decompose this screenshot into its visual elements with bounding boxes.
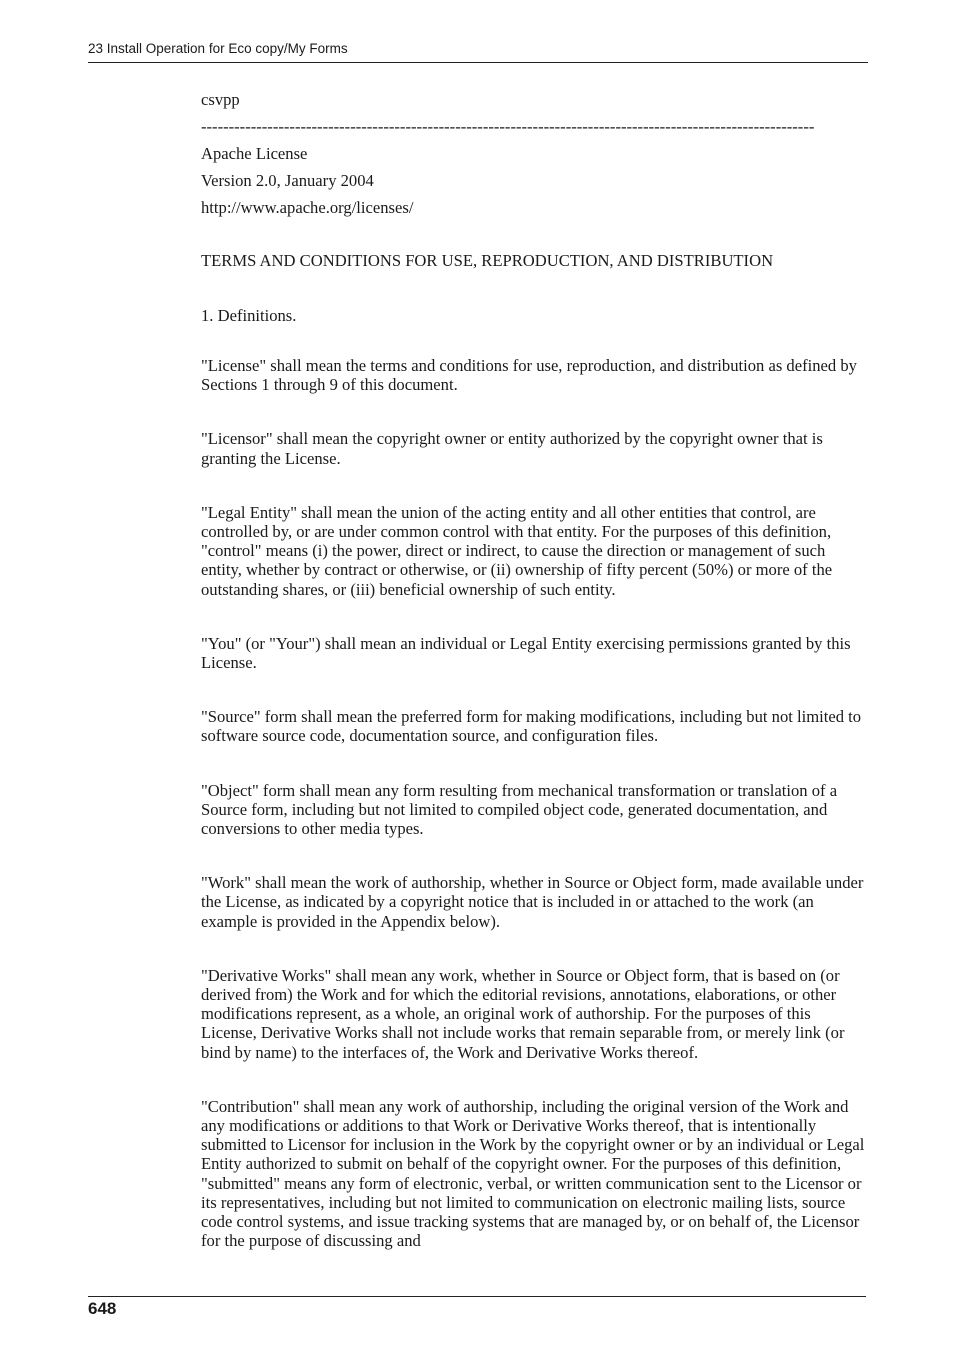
footer-divider: [88, 1296, 866, 1297]
section-title: 1. Definitions.: [201, 306, 297, 325]
page-body: [201, 86, 869, 1251]
definition-you: "You" (or "Your") shall mean an individual or Legal Entity exercising permissions granted by this License.: [201, 633, 851, 673]
definition-object: "Object" form shall mean any form resulting from mechanical transformation or translation of a Source form, including but not limited to compiled object code, generated documentation, and conversions to other media types.: [201, 780, 838, 839]
page-number: 648: [88, 1299, 117, 1318]
definition-source: "Source" form shall mean the preferred form for making modifications, including but not limited to software source code, documentation source, and configuration files.: [201, 707, 862, 746]
separator-line: ---------------------------------------------------------------------------------------------------------------: [201, 117, 815, 136]
definition-legal-entity: "Legal Entity" shall mean the union of the acting entity and all other entities that control, are controlled by, or are under common control with that entity. For the purposes of this definition, "control" means (i) the power, direct or indirect, to cause the direction or management of such entity, whether by contract or otherwise, or (ii) ownership of fifty percent (50%) or more of the outstanding shares, or (iii) beneficial ownership of such entity.: [201, 502, 833, 599]
header-divider: [88, 62, 868, 63]
running-header: 23 Install Operation for Eco copy/My Forms: [88, 41, 348, 56]
definition-contribution: "Contribution" shall mean any work of authorship, including the original version of the Work and any modifications or additions to that Work or Derivative Works thereof, that is intentionally submitted to Licensor for inclusion in the Work by the copyright owner or by an individual or Legal Entity authorized to submit on behalf of the copyright owner. For the purposes of this definition, "submitted" means any form of electronic, verbal, or written communication sent to the Licensor or its representatives, including but not limited to communication on electronic mailing lists, source code control systems, and issue tracking systems that are managed by, or on behalf of, the Licensor for the purpose of discussing and: [201, 1096, 865, 1251]
definition-derivative-works: "Derivative Works" shall mean any work, whether in Source or Object form, that is based on (or derived from) the Work and for which the editorial revisions, annotations, elaborations, or other modifications represent, as a whole, an original work of authorship. For the purposes of this License, Derivative Works shall not include works that remain separable from, or merely link (or bind by name) to the interfaces of, the Work and Derivative Works thereof.: [201, 965, 845, 1062]
definition-license: "License" shall mean the terms and conditions for use, reproduction, and distribution as defined by Sections 1 through 9 of this document.: [201, 356, 857, 395]
definition-work: "Work" shall mean the work of authorship, whether in Source or Object form, made available under the License, as indicated by a copyright notice that is included in or attached to the work (an example is provided in the Appendix below).: [201, 873, 864, 931]
component-name: csvpp: [201, 90, 240, 109]
terms-heading: TERMS AND CONDITIONS FOR USE, REPRODUCTION, AND DISTRIBUTION: [201, 251, 774, 270]
license-url: http://www.apache.org/licenses/: [201, 198, 414, 217]
definition-licensor: "Licensor" shall mean the copyright owner or entity authorized by the copyright owner that is granting the License.: [201, 429, 823, 468]
license-name: Apache License: [201, 144, 308, 163]
license-version: Version 2.0, January 2004: [201, 171, 374, 190]
